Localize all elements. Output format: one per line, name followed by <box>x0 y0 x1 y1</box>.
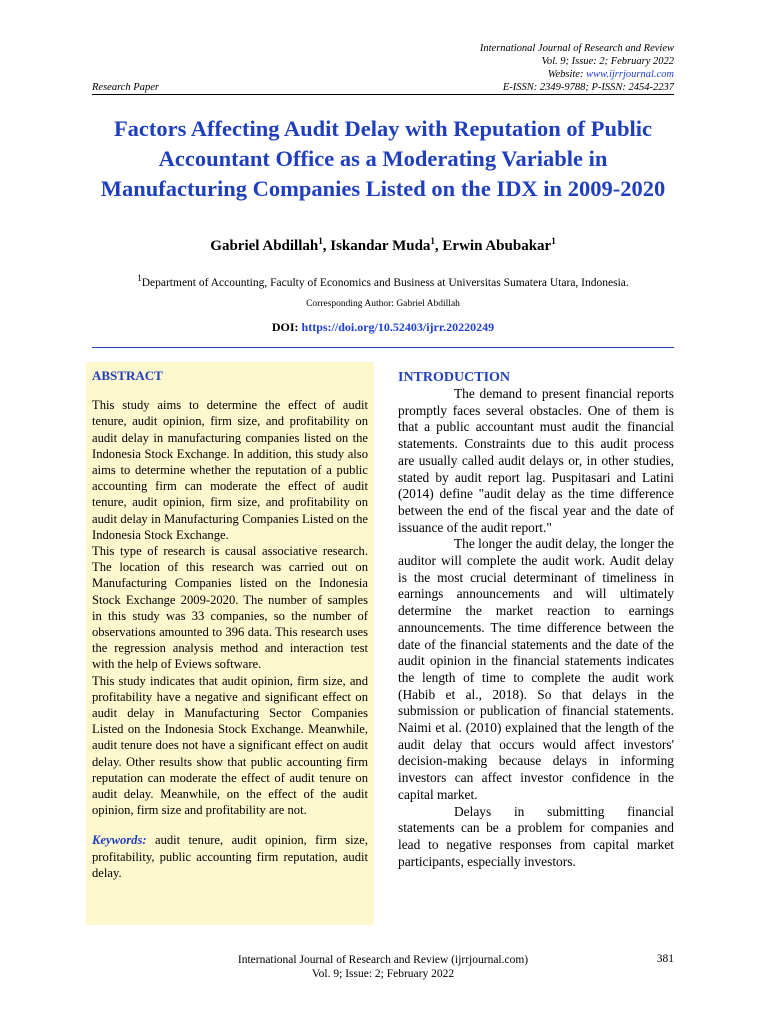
paper-title: Factors Affecting Audit Delay with Reputation of Public Accountant Office as a Moderating Variable in Manufacturing Companies Listed on the IDX in 2009-2020 <box>100 116 666 201</box>
page-footer <box>92 953 674 981</box>
website-label: Website: <box>547 69 587 80</box>
abstract-paragraph: This study aims to determine the effect of audit tenure, audit opinion, firm size, and profitability on audit delay in manufacturing companies listed on the Indonesia Stock Exchange. In addition, this study also aims to determine whether the reputation of a public accounting firm can moderate the effect of audit tenure, audit opinion, firm size, and profitability on audit delay in Manufacturing Companies Listed on the Indonesia Stock Exchange. <box>92 398 368 542</box>
website-link[interactable]: www.ijrrjournal.com <box>586 69 674 80</box>
affiliation <box>92 273 674 289</box>
affiliation-mark: 1 <box>137 273 142 283</box>
abstract-paragraph: This type of research is causal associative research. The location of this research was carried out on Manufacturing Companies listed on the Indonesia Stock Exchange 2009-2020. The number of samples in this study was 33 companies, so the number of observations amounted to 396 data. This research uses the regression analysis method and interaction test with the help of Eviews software. <box>92 544 368 672</box>
abstract-paragraph: This study indicates that audit opinion, firm size, and profitability have a negative and significant effect on audit delay in Manufacturing Sector Companies Listed on the Indonesia Stock Exchange. Meanwhile, audit tenure does not have a significant effect on audit delay. Other results show that public accounting firm reputation can moderate the effect of audit tenure on audit delay. Meanwhile, on the effect of the audit opinion, firm size and profitability are not. <box>92 673 368 818</box>
keywords-label: Keywords: <box>92 833 147 848</box>
author-affil-mark: 1 <box>318 236 323 246</box>
paper-type: Research Paper <box>92 82 159 93</box>
footer-volume: Vol. 9; Issue: 2; February 2022 <box>311 968 455 980</box>
doi-link[interactable]: https://doi.org/10.52403/ijrr.20220249 <box>301 320 495 334</box>
footer-journal: International Journal of Research and Review (ijrrjournal.com) <box>237 954 529 966</box>
page-number: 381 <box>656 953 674 965</box>
author-affil-mark: 1 <box>430 236 435 246</box>
header-divider <box>92 94 674 95</box>
title-divider <box>92 347 674 348</box>
doi-line <box>92 320 674 335</box>
affiliation-text: Department of Accounting, Faculty of Economics and Business at Universitas Sumatera Utara, Indonesia. <box>141 276 629 289</box>
abstract-box <box>86 362 374 925</box>
abstract-heading: ABSTRACT <box>92 368 163 383</box>
corresponding-author: Corresponding Author: Gabriel Abdillah <box>306 299 460 309</box>
issn-line: E-ISSN: 2349-9788; P-ISSN: 2454-2237 <box>502 82 674 93</box>
journal-header <box>480 42 674 94</box>
author-name: Iskandar Muda <box>330 238 431 254</box>
intro-paragraph: Delays in submitting financial statements can be a problem for companies and lead to negative responses from capital market participants, especially investors. <box>398 803 674 869</box>
intro-paragraph: The longer the audit delay, the longer the auditor will complete the audit work. Audit delay is the most crucial determinant of timeliness in earnings announcements and will ultimately determine the market reaction to earnings announcements. The time difference between the date of the financial statements and the date of the audit opinion in the financial statements indicates the length of time to complete the audit work (Habib et al., 2018). So that delays in the submission or publication of financial statements. Naimi et al. (2010) explained that the length of the audit delay that occurs would affect investors' decision-making because delays in informing investors can affect investor confidence in the capital market. <box>398 536 674 802</box>
author-name: Gabriel Abdillah <box>210 238 319 254</box>
author-list: Gabriel Abdillah$^1$, Iskandar Muda$^1$, Erwin Abubakar$^1$ <box>210 236 556 254</box>
doi-label: DOI: <box>271 320 302 334</box>
website-line <box>480 68 674 81</box>
keywords-list: audit tenure, audit opinion, firm size, profitability, public accounting firm reputation, audit delay. <box>92 833 368 880</box>
volume-line: Vol. 9; Issue: 2; February 2022 <box>541 56 674 67</box>
introduction-heading: INTRODUCTION <box>398 370 511 385</box>
journal-name: International Journal of Research and Review <box>479 43 674 54</box>
keywords <box>92 832 368 881</box>
introduction-section <box>398 370 674 870</box>
author-affil-mark: 1 <box>551 236 556 246</box>
intro-paragraph: The demand to present financial reports promptly faces several obstacles. One of them is that a public accountant must audit the financial statements. Constraints due to this audit process are usually called audit delays or, in other studies, stated by audit report lag. Puspitasari and Latini (2014) define "audit delay as the time difference between the end of the fiscal year and the date of issuance of the audit report." <box>398 386 674 535</box>
author-name: Erwin Abubakar <box>442 238 552 254</box>
